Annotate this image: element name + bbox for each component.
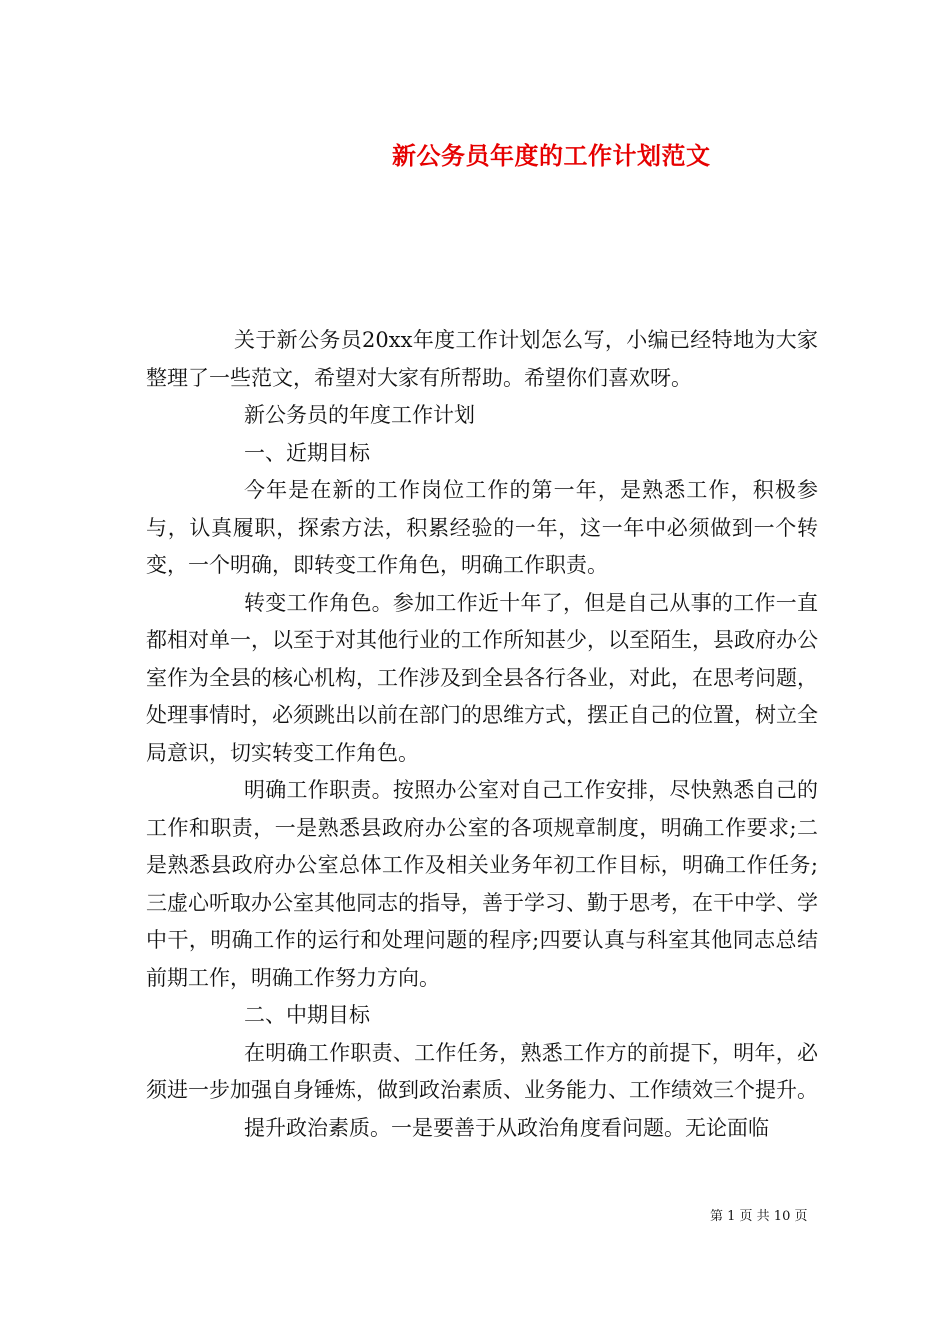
body-paragraph: 今年是在新的工作岗位工作的第一年，是熟悉工作，积极参与，认真履职，探索方法，积累经验的一年，这一年中必须做到一个转变，一个明确，即转变工作角色，明确工作职责。 (146, 478, 818, 577)
body-paragraph: 在明确工作职责、工作任务，熟悉工作方的前提下，明年，必须进一步加强自身锤炼，做到政治素质、业务能力、工作绩效三个提升。 (146, 1040, 818, 1102)
subsection-heading: 一、近期目标 (244, 440, 370, 465)
document-body (146, 322, 818, 1147)
page-number-footer: 第 1 页 共 10 页 (710, 1209, 808, 1224)
subsection-heading: 二、中期目标 (244, 1003, 370, 1027)
document-title: 新公务员年度的工作计划范文 (392, 141, 711, 170)
body-paragraph: 提升政治素质。一是要善于从政治角度看问题。无论面临 (244, 1115, 769, 1140)
section-heading: 新公务员的年度工作计划 (244, 403, 475, 427)
body-paragraph: 转变工作角色。参加工作近十年了，但是自己从事的工作一直都相对单一，以至于对其他行业的工作所知甚少，以至陌生，县政府办公室作为全县的核心机构，工作涉及到全县各行各业，对此，在思考问题，处理事情时，必须跳出以前在部门的思维方式，摆正自己的位置，树立全局意识，切实转变工作角色。 (146, 590, 818, 765)
intro-paragraph: 关于新公务员20xx年度工作计划怎么写，小编已经特地为大家整理了一些范文，希望对大家有所帮助。希望你们喜欢呀。 (146, 328, 818, 390)
body-paragraph: 明确工作职责。按照办公室对自己工作安排，尽快熟悉自己的工作和职责，一是熟悉县政府办公室的各项规章制度，明确工作要求;二是熟悉县政府办公室总体工作及相关业务年初工作目标，明确工作任务;三虚心听取办公室其他同志的指导，善于学习、勤于思考，在干中学、学中干，明确工作的运行和处理问题的程序;四要认真与科室其他同志总结前期工作，明确工作努力方向。 (146, 778, 818, 990)
